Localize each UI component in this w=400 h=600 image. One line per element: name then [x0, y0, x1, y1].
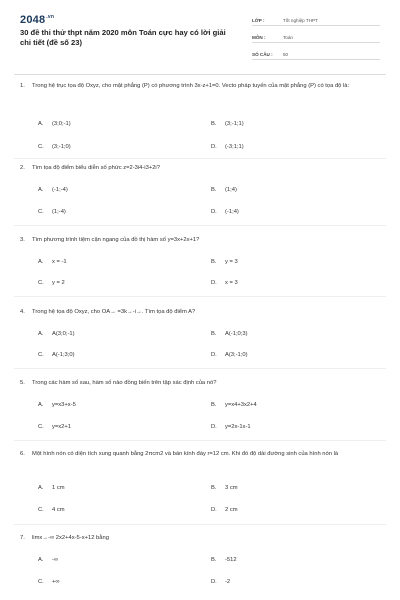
option-d[interactable]	[211, 209, 239, 215]
option-letter: D.	[211, 209, 217, 215]
question-number: 2.	[20, 165, 25, 171]
header-divider	[14, 74, 386, 75]
option-c[interactable]	[38, 424, 71, 430]
option-text: y=x4+3x2+4	[225, 402, 257, 408]
option-text: A(-1;3;0)	[52, 352, 75, 358]
option-c[interactable]	[38, 352, 75, 358]
option-a[interactable]	[38, 331, 75, 337]
option-b[interactable]	[211, 121, 244, 127]
option-text: +∞	[52, 579, 60, 585]
option-text: 2 cm	[225, 507, 238, 513]
option-b[interactable]	[211, 402, 257, 408]
question-number: 7.	[20, 535, 25, 541]
option-a[interactable]	[38, 187, 68, 193]
option-b[interactable]	[211, 187, 237, 193]
question-header	[20, 379, 380, 388]
option-letter: A.	[38, 557, 44, 563]
question-text: Trong hệ tọa độ Oxyz, cho OA→ =3k→-i→. Tìm tọa độ điểm A?	[32, 309, 196, 315]
option-text: (-3;1;1)	[225, 144, 244, 150]
option-c[interactable]	[38, 144, 71, 150]
option-letter: D.	[211, 280, 217, 286]
option-text: A(3;0;-1)	[52, 331, 75, 337]
option-d[interactable]	[211, 352, 248, 358]
option-letter: B.	[211, 331, 217, 337]
question-text: Một hình nón có diện tích xung quanh bằng 2πcm2 và bán kính đáy r=12 cm. Khi đó độ dài đường sinh của hình nón là	[32, 451, 339, 457]
option-text: y=x2+1	[52, 424, 72, 430]
option-b[interactable]	[211, 557, 237, 563]
option-letter: B.	[211, 485, 217, 491]
logo-text: 2048	[20, 14, 46, 26]
option-letter: A.	[38, 187, 44, 193]
option-a[interactable]	[38, 557, 58, 563]
question-header	[20, 308, 380, 317]
option-text: x = -1	[52, 259, 67, 265]
option-letter: A.	[38, 121, 44, 127]
option-letter: A.	[38, 331, 44, 337]
option-letter: D.	[211, 352, 217, 358]
option-text: -512	[225, 557, 237, 563]
option-a[interactable]	[38, 259, 67, 265]
option-d[interactable]	[211, 144, 244, 150]
meta-value: Tốt nghiệp THPT	[283, 18, 318, 23]
option-letter: A.	[38, 485, 44, 491]
option-c[interactable]	[38, 209, 66, 215]
question-text: Tìm phương trình tiệm cận ngang của đồ thị hàm số y=3x+2x+1?	[32, 237, 200, 243]
option-letter: B.	[211, 402, 217, 408]
meta-label: SỐ CÂU :	[252, 52, 273, 57]
meta-row-count	[252, 48, 380, 60]
question-text: Trong các hàm số sau, hàm số nào đồng biến trên tập xác định của nó?	[32, 380, 217, 386]
option-d[interactable]	[211, 424, 251, 430]
question-number: 5.	[20, 380, 25, 386]
option-text: (-1;4)	[225, 209, 239, 215]
question-divider	[14, 524, 386, 525]
option-text: A(3;-1;0)	[225, 352, 248, 358]
option-b[interactable]	[211, 259, 238, 265]
option-text: y=x3+x-5	[52, 402, 76, 408]
option-letter: A.	[38, 259, 44, 265]
option-text: 4 cm	[52, 507, 65, 513]
option-a[interactable]	[38, 121, 71, 127]
option-d[interactable]	[211, 280, 238, 286]
option-b[interactable]	[211, 331, 248, 337]
option-text: (3;0;-1)	[52, 121, 71, 127]
option-text: (-1;-4)	[52, 187, 68, 193]
option-text: -2	[225, 579, 231, 585]
question-number: 3.	[20, 237, 25, 243]
option-letter: A.	[38, 402, 44, 408]
question-header	[20, 164, 380, 173]
option-c[interactable]	[38, 280, 65, 286]
option-text: (3;-1;1)	[225, 121, 244, 127]
question-text: Trong hệ trục tọa độ Oxyz, cho mặt phẳng (P) có phương trình 3x-z+1=0. Vecto pháp tuyến của mặt phẳng (P) có tọa độ là:	[32, 83, 350, 89]
option-letter: D.	[211, 507, 217, 513]
meta-label: LỚP :	[252, 18, 265, 23]
option-c[interactable]	[38, 507, 65, 513]
option-letter: C.	[38, 144, 44, 150]
question-divider	[14, 296, 386, 297]
option-letter: B.	[211, 187, 217, 193]
option-a[interactable]	[38, 402, 76, 408]
question-header	[20, 534, 380, 543]
question-text: limx→-∞ 2x2+4x-5-x+12 bằng	[32, 535, 109, 541]
meta-info	[252, 14, 380, 65]
option-text: 3 cm	[225, 485, 238, 491]
meta-row-subject	[252, 31, 380, 43]
question-header	[20, 450, 380, 459]
option-text: y = 2	[52, 280, 65, 286]
question-divider	[14, 368, 386, 369]
option-letter: C.	[38, 579, 44, 585]
question-header	[20, 236, 380, 245]
option-letter: D.	[211, 144, 217, 150]
option-text: (1;4)	[225, 187, 237, 193]
page-title: 30 đề thi thử thpt năm 2020 môn Toán cực hay có lời giải chi tiết (đề số 23)	[20, 28, 226, 47]
option-d[interactable]	[211, 579, 230, 585]
question-number: 1.	[20, 83, 25, 89]
option-text: y=2x-1x-1	[225, 424, 251, 430]
option-c[interactable]	[38, 579, 60, 585]
option-text: (1;-4)	[52, 209, 66, 215]
option-letter: D.	[211, 424, 217, 430]
site-logo[interactable]	[20, 14, 54, 26]
option-letter: C.	[38, 280, 44, 286]
option-d[interactable]	[211, 507, 238, 513]
option-text: x = 3	[225, 280, 238, 286]
option-letter: C.	[38, 424, 44, 430]
option-text: (3;-1;0)	[52, 144, 71, 150]
option-b[interactable]	[211, 485, 238, 491]
option-letter: C.	[38, 507, 44, 513]
question-divider	[14, 158, 386, 159]
option-letter: B.	[211, 121, 217, 127]
option-letter: B.	[211, 557, 217, 563]
option-a[interactable]	[38, 485, 65, 491]
header	[0, 0, 400, 70]
question-header	[20, 82, 380, 91]
option-letter: C.	[38, 209, 44, 215]
option-text: y = 3	[225, 259, 238, 265]
question-number: 6.	[20, 451, 25, 457]
question-divider	[14, 440, 386, 441]
option-text: A(-1;0;3)	[225, 331, 248, 337]
option-letter: B.	[211, 259, 217, 265]
meta-value: 50	[283, 52, 289, 57]
logo-suffix: .vn	[46, 14, 55, 20]
question-number: 4.	[20, 309, 25, 315]
meta-label: MÔN :	[252, 35, 266, 40]
option-letter: C.	[38, 352, 44, 358]
option-text: 1 cm	[52, 485, 65, 491]
option-text: -∞	[52, 557, 59, 563]
question-divider	[14, 225, 386, 226]
meta-value: Toán	[283, 35, 293, 40]
meta-row-class	[252, 14, 380, 26]
question-text: Tìm tọa độ điểm biểu diễn số phức z=2-3i4-i3+2i?	[32, 165, 160, 171]
option-letter: D.	[211, 579, 217, 585]
